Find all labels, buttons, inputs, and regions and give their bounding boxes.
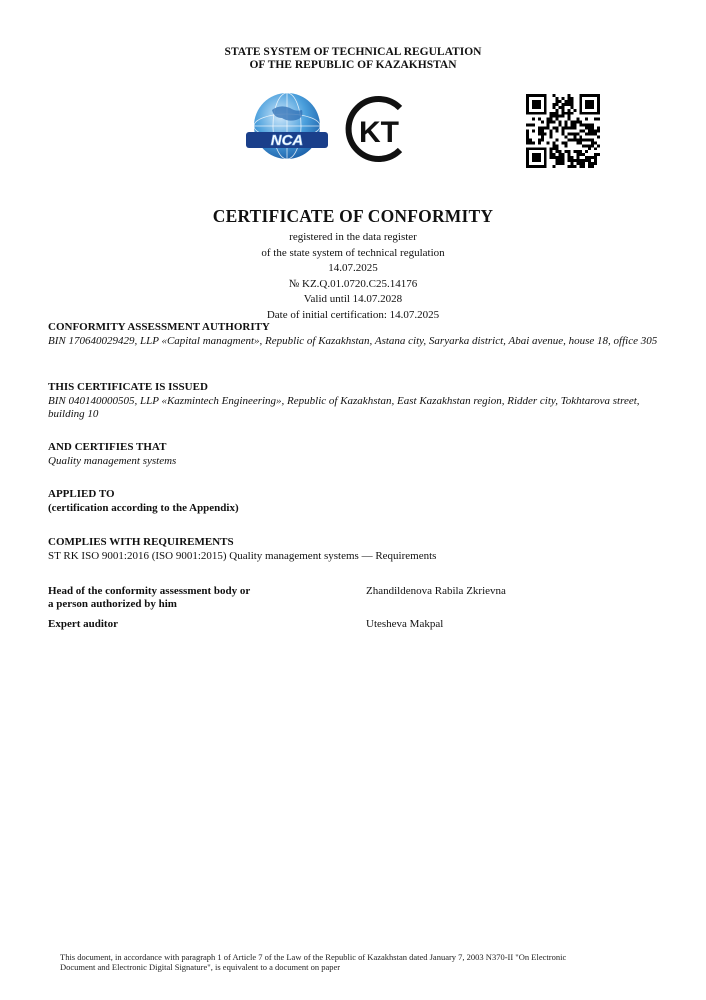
footer-line-2: Document and Electronic Digital Signature", is equivalent to a document on paper — [60, 962, 341, 972]
head-label-line-2: a person authorized by him — [48, 598, 177, 610]
authority-body: BIN 170640029429, LLP «Capital managment», Republic of Kazakhstan, Astana city, Saryarka district, Abai avenue, house 18, office 305 — [48, 334, 658, 347]
certifies-body: Quality management systems — [48, 454, 177, 467]
certifies-section — [48, 441, 660, 468]
valid-until: Valid until 14.07.2028 — [303, 293, 403, 305]
auditor-name: Utesheva Makpal — [366, 618, 444, 630]
applied-section — [48, 488, 660, 515]
signature-auditor-row — [48, 618, 668, 632]
kz-mark-text: KT — [359, 116, 399, 149]
globe-icon — [254, 93, 320, 159]
complies-heading: COMPLIES WITH REQUIREMENTS — [48, 536, 234, 548]
auditor-label: Expert auditor — [48, 618, 118, 630]
initial-certification-date: Date of initial certification: 14.07.2025 — [266, 308, 440, 321]
issued-heading: THIS CERTIFICATE IS ISSUED — [48, 381, 208, 393]
nca-logo-text: NCA — [270, 132, 304, 149]
conformity-mark-icon — [342, 94, 412, 164]
registered-line-1: registered in the data register — [289, 231, 417, 243]
certifies-heading: AND CERTIFIES THAT — [48, 441, 167, 453]
header-line-1: STATE SYSTEM OF TECHNICAL REGULATION — [224, 46, 482, 58]
signature-head-row — [48, 585, 668, 613]
footer-note — [60, 952, 660, 972]
registration-date: 14.07.2025 — [328, 262, 378, 274]
authority-heading: CONFORMITY ASSESSMENT AUTHORITY — [48, 321, 270, 333]
nca-logo — [244, 92, 330, 164]
issued-section — [48, 381, 660, 422]
certificate-number: № KZ.Q.01.0720.C25.14176 — [288, 277, 418, 290]
certificate-title: CERTIFICATE OF CONFORMITY — [212, 206, 494, 226]
applied-heading: APPLIED TO — [48, 488, 115, 500]
head-label — [48, 585, 308, 611]
authority-section — [48, 321, 660, 348]
header-line-2: OF THE REPUBLIC OF KAZAKHSTAN — [249, 59, 457, 71]
complies-section — [48, 536, 660, 563]
registered-line-2: of the state system of technical regulation — [261, 246, 445, 259]
header-title — [0, 46, 706, 72]
issued-body: BIN 040140000505, LLP «Kazmintech Engineering», Republic of Kazakhstan, East Kazakhstan region, Ridder city, Tokhtarova street, building 10 — [48, 394, 640, 420]
applied-sub: (certification according to the Appendix) — [48, 501, 239, 514]
registration-block — [0, 230, 706, 323]
qr-code-icon — [526, 94, 600, 168]
footer-line-1: This document, in accordance with paragraph 1 of Article 7 of the Law of the Republic of Kazakhstan dated January 7, 2003 N370-II "On Electronic — [60, 952, 567, 962]
complies-body: ST RK ISO 9001:2016 (ISO 9001:2015) Quality management systems — Requirements — [48, 549, 437, 562]
head-label-line-1: Head of the conformity assessment body or — [48, 585, 251, 597]
head-name: Zhandildenova Rabila Zkrievna — [366, 585, 506, 597]
